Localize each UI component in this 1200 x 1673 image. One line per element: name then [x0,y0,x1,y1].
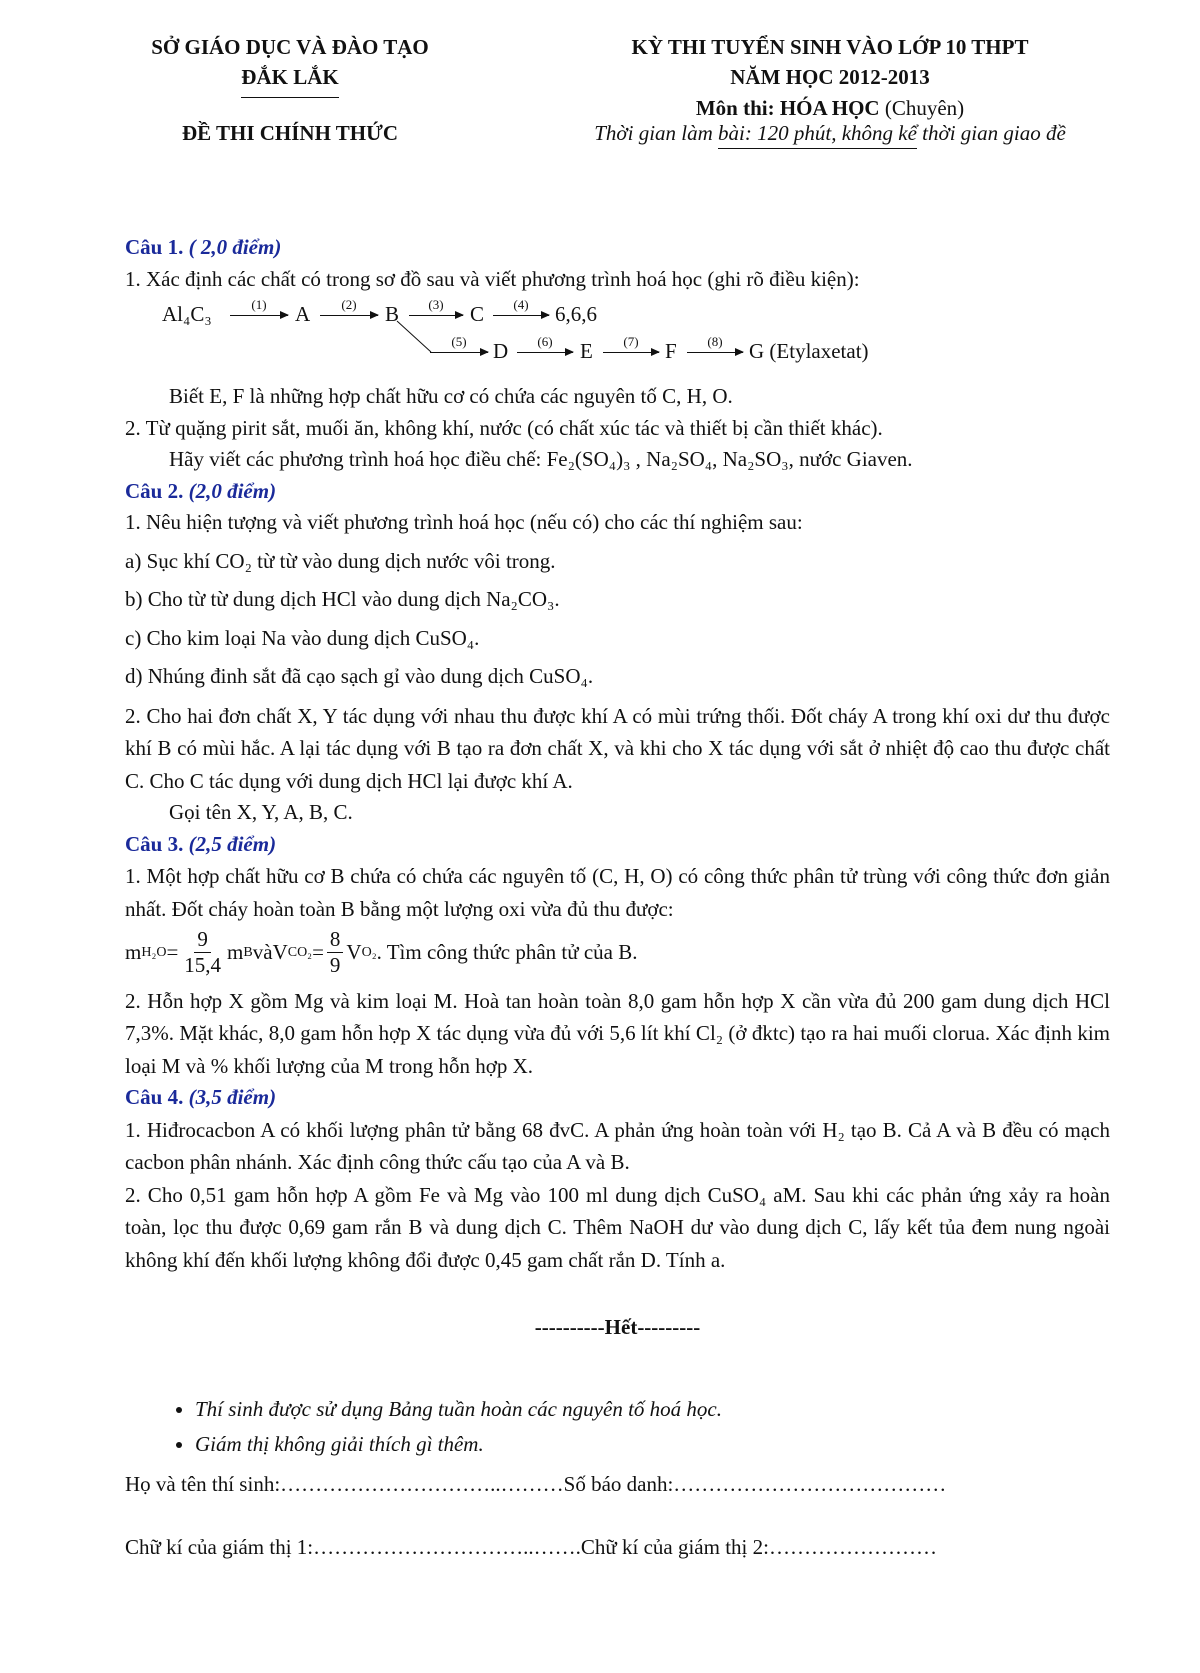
fraction-2: $\frac{8}{9}$ [327,927,344,978]
arrow-7: (7) [603,352,659,353]
end-marker: ----------Hết--------- [534,1315,701,1340]
arrow-8: (8) [687,352,743,353]
scheme-f: F [665,339,677,363]
mass-ratio-formula: m H₂O = $\frac{9}{15,4}$ m B và V CO₂ = $\frac{8}{9}$ V O₂ . Tìm công thức phân tử của B. [125,927,638,978]
question-1-part-2: 2. Từ quặng pirit sắt, muối ăn, không khí, nước (có chất xúc tác và thiết bị cần thiết khác). [125,415,883,440]
scheme-e: E [580,339,593,363]
question-2-heading: Câu 2. (2,0 điểm) [125,478,277,503]
scheme-b: B [385,302,400,326]
candidate-number-field: Số báo danh:………………………………… [563,1471,947,1496]
question-2-part-2b: Gọi tên X, Y, A, B, C. [169,800,353,825]
official-exam-label: ĐỀ THI CHÍNH THỨC [181,121,399,145]
scheme-a: A [295,302,311,326]
arrow-1: (1) [230,315,288,316]
question-1-heading: Câu 1. ( 2,0 điểm) [125,235,282,259]
scheme-c: C [470,302,485,326]
department-name: SỞ GIÁO DỤC VÀ ĐÀO TẠO [151,35,429,59]
exam-duration: Thời gian làm bài: 120 phút, không kể thời gian giao đề [510,118,1150,150]
question-3-heading: Câu 3. (2,5 điểm) [125,831,277,856]
supervisor-2-signature: Chữ kí của giám thị 2:…………………… [580,1535,937,1560]
arrow-2: (2) [320,315,378,316]
scheme-g: G (Etylaxetat) [749,339,869,363]
scheme-d: D [493,339,509,363]
question-3-part-2: 2. Hỗn hợp X gồm Mg và kim loại M. Hoà tan hoàn toàn 8,0 gam hỗn hợp X cần vừa đủ 200 gam dung dịch HCl 7,3%. Mặt khác, 8,0 gam hỗn hợp X tác dụng vừa đủ với 5,6 lít khí Cl₂ (ở đktc) tạo ra hai muối clorua. Xác định kim loại M và % khối lượng của M trong hỗn hợp X. [125,988,1110,1078]
subject-line: Môn thi: HÓA HỌC (Chuyên) [695,95,965,120]
candidate-name-field: Họ và tên thí sinh:…………………………..……… [125,1471,564,1496]
scheme-nylon: 6,6,6 [555,302,597,326]
question-3-part-1: 1. Một hợp chất hữu cơ B chứa có chứa các nguyên tố (C, H, O) có công thức phân tử trùng với công thức đơn giản nhất. Đốt cháy hoàn toàn B bằng một lượng oxi vừa đủ thu được: [125,864,1110,921]
question-4-part-2: 2. Cho 0,51 gam hỗn hợp A gồm Fe và Mg vào 100 ml dung dịch CuSO₄ aM. Sau khi các phản ứng xảy ra hoàn toàn, lọc thu được 0,69 gam rắn B và dung dịch C. Thêm NaOH dư vào dung dịch C, lấy kết tủa đem nung ngoài không khí đến khối lượng không đổi được 0,45 gam chất rắn D. Tính a. [125,1182,1110,1272]
school-year: NĂM HỌC 2012-2013 [730,65,930,90]
note-periodic-table: • Thí sinh được sử dụng Bảng tuần hoàn các nguyên tố hoá học. [195,1394,1110,1426]
question-1-note: Biết E, F là những hợp chất hữu cơ có chứa các nguyên tố C, H, O. [169,384,733,408]
scheme-al4c3: Al₄C₃ [162,302,212,326]
exam-content [125,232,1110,1564]
question-4-part-1: 1. Hiđrocacbon A có khối lượng phân tử bằng 68 đvC. A phản ứng hoàn toàn với H₂ tạo B. Cả A và B đều có mạch cacbon phân nhánh. Xác định công thức cấu tạo của A và B. [125,1117,1110,1175]
arrow-5: (5) [430,352,488,353]
question-2-part-2: 2. Cho hai đơn chất X, Y tác dụng với nhau thu được khí A có mùi trứng thối. Đốt cháy A trong khí oxi dư thu được khí B có mùi hắc. A lại tác dụng với B tạo ra đơn chất X, và khi cho X tác dụng với sắt ở nhiệt độ cao thu được chất C. Cho C tác dụng với dung dịch HCl lại được khí A. [125,703,1110,793]
question-2-d: d) Nhúng đinh sắt đã cạo sạch gỉ vào dung dịch CuSO₄. [125,664,594,688]
question-2-c: c) Cho kim loại Na vào dung dịch CuSO₄. [125,625,480,650]
exam-notes [125,1394,1110,1461]
question-2-part-1: 1. Nêu hiện tượng và viết phương trình hoá học (nếu có) cho các thí nghiệm sau: [125,510,803,534]
note-no-explanation: • Giám thị không giải thích gì thêm. [195,1429,1110,1461]
branch-line [395,319,435,355]
exam-header [510,32,1150,123]
candidate-info-row [125,1469,1110,1501]
question-4-heading: Câu 4. (3,5 điểm) [125,1085,277,1110]
fraction-1: $\frac{9}{15,4}$ [184,927,222,978]
question-1-part-2b: Hãy viết các phương trình hoá học điều chế: Fe₂(SO₄)₃ , Na₂SO₄, Na₂SO₃, nước Giaven. [169,447,913,471]
department-header [120,32,460,98]
exam-title: KỲ THI TUYỂN SINH VÀO LỚP 10 THPT [631,35,1029,59]
supervisor-signature-row [125,1532,1110,1564]
province-name: ĐẮK LẮK [241,62,338,97]
supervisor-1-signature: Chữ kí của giám thị 1:…………………………..……. [125,1535,581,1560]
reaction-scheme [125,297,1110,377]
arrow-6: (6) [517,352,573,353]
question-2-a: a) Sục khí CO₂ từ từ vào dung dịch nước vôi trong. [125,548,556,573]
question-2-b: b) Cho từ từ dung dịch HCl vào dung dịch Na₂CO₃. [125,587,560,611]
arrow-3: (3) [409,315,463,316]
arrow-4: (4) [493,315,549,316]
question-1-part-1: 1. Xác định các chất có trong sơ đồ sau và viết phương trình hoá học (ghi rõ điều kiện): [125,266,860,291]
